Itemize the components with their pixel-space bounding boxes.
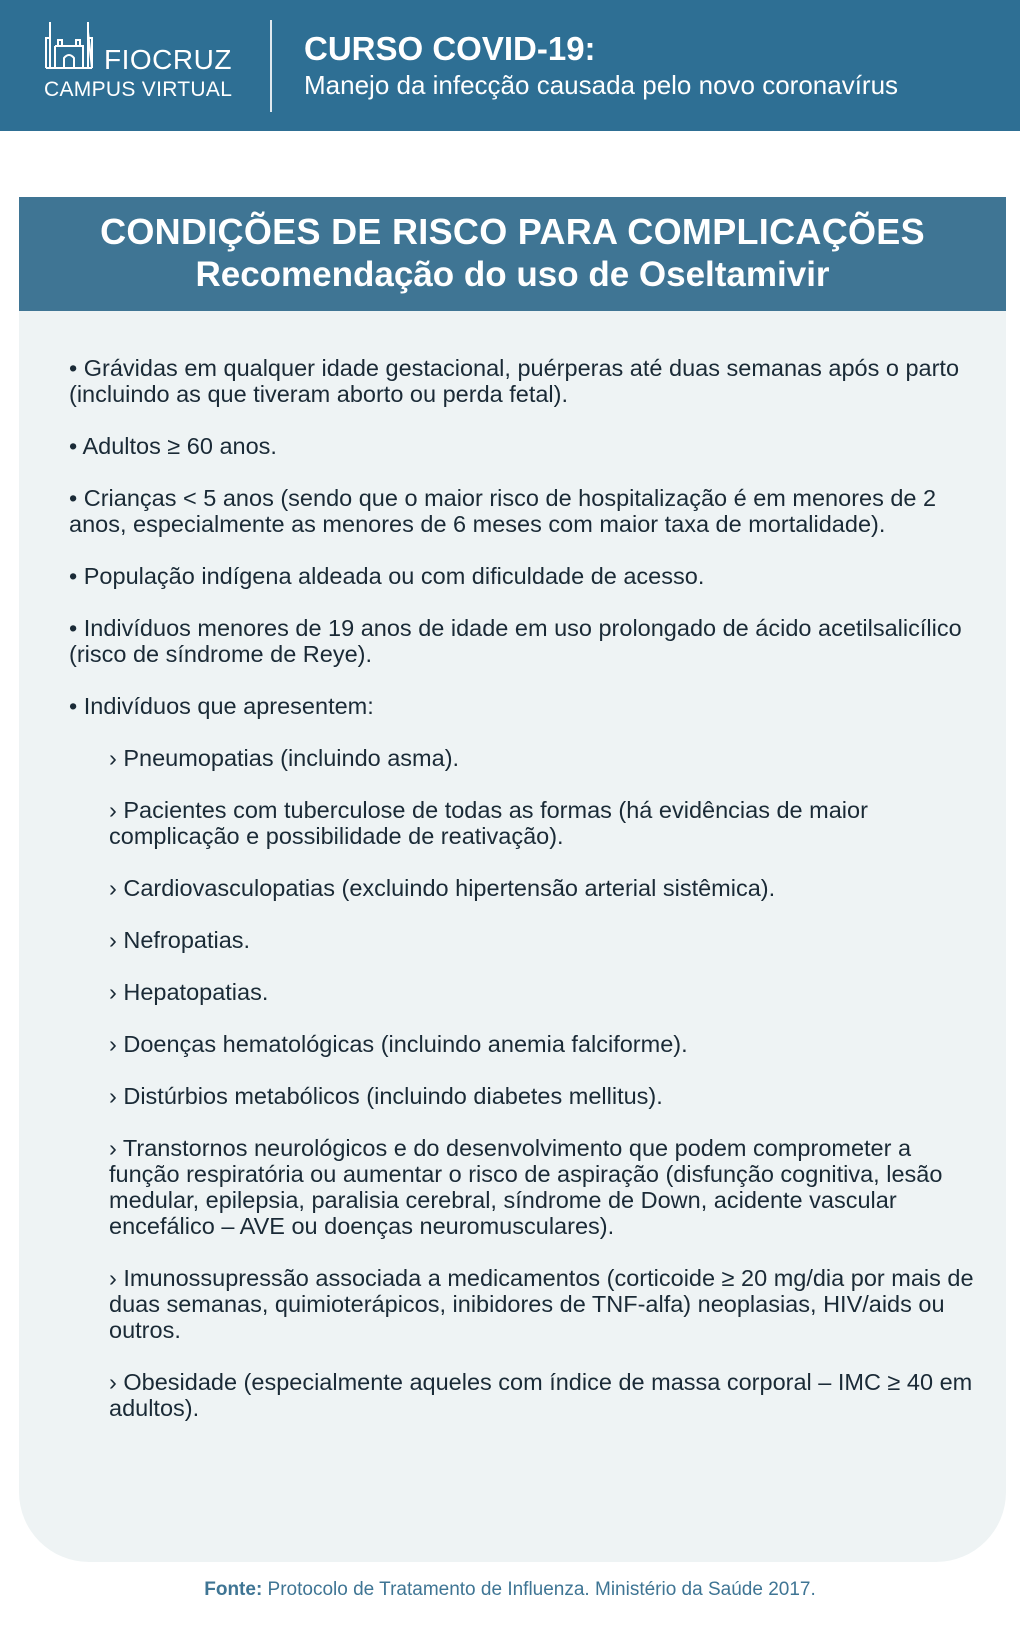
list-item: • População indígena aldeada ou com dificuldade de acesso. [69, 563, 705, 589]
risk-conditions-card [19, 197, 1006, 1562]
sub-list-item: › Transtornos neurológicos e do desenvolvimento que podem comprometer a função respiratória ou aumentar o risco de aspiração (disfunção cognitiva, lesão medular, epilepsia, paralisia cerebral, síndrome de Down, acidente vascular encefálico – AVE ou doenças neuromusculares). [109, 1135, 943, 1239]
logo-name: FIOCRUZ [104, 44, 232, 75]
sub-list-item: › Pacientes com tuberculose de todas as formas (há evidências de maior complicação e possibilidade de reativação). [109, 797, 868, 849]
header-divider [270, 20, 272, 112]
list-item: • Indivíduos que apresentem: [69, 693, 374, 719]
sub-list-item: › Distúrbios metabólicos (incluindo diabetes mellitus). [109, 1083, 663, 1109]
sub-list-item: › Obesidade (especialmente aqueles com índice de massa corporal – IMC ≥ 40 em adultos). [109, 1369, 973, 1421]
list-item: • Crianças < 5 anos (sendo que o maior risco de hospitalização é em menores de 2 anos, especialmente as menores de 6 meses com maior taxa de mortalidade). [69, 485, 937, 537]
sub-list-item: › Pneumopatias (incluindo asma). [109, 745, 460, 771]
logo-subtitle: CAMPUS VIRTUAL [44, 78, 233, 101]
sub-list-item: › Imunossupressão associada a medicamentos (corticoide ≥ 20 mg/dia por mais de duas semanas, quimioterápicos, inibidores de TNF-alfa) neoplasias, HIV/aids ou outros. [109, 1265, 974, 1343]
sub-list-item: › Hepatopatias. [109, 979, 269, 1005]
list-item: • Adultos ≥ 60 anos. [69, 433, 277, 459]
course-title: CURSO COVID-19: [304, 30, 596, 67]
card-subtitle: Recomendação do uso de Oseltamivir [195, 255, 830, 294]
card-header [19, 197, 1006, 311]
sub-list-item: › Nefropatias. [109, 927, 251, 953]
card-title: CONDIÇÕES DE RISCO PARA COMPLICAÇÕES [100, 211, 925, 252]
list-item: • Indivíduos menores de 19 anos de idade em uso prolongado de ácido acetilsalicílico (risco de síndrome de Reye). [69, 615, 962, 667]
top-header [0, 0, 1020, 131]
castle-icon [42, 18, 96, 70]
sub-list-item: › Cardiovasculopatias (excluindo hipertensão arterial sistêmica). [109, 875, 776, 901]
fiocruz-logo [42, 18, 242, 108]
source-text: Protocolo de Tratamento de Influenza. Ministério da Saúde 2017. [262, 1579, 816, 1600]
list-item: • Grávidas em qualquer idade gestacional, puérperas até duas semanas após o parto (incluindo as que tiveram aborto ou perda fetal). [69, 355, 960, 407]
source-footer [0, 1579, 1020, 1601]
risk-list [69, 355, 979, 1447]
source-label: Fonte: [204, 1579, 263, 1600]
course-subtitle: Manejo da infecção causada pelo novo coronavírus [304, 70, 899, 100]
sub-list-item: › Doenças hematológicas (incluindo anemia falciforme). [109, 1031, 688, 1057]
